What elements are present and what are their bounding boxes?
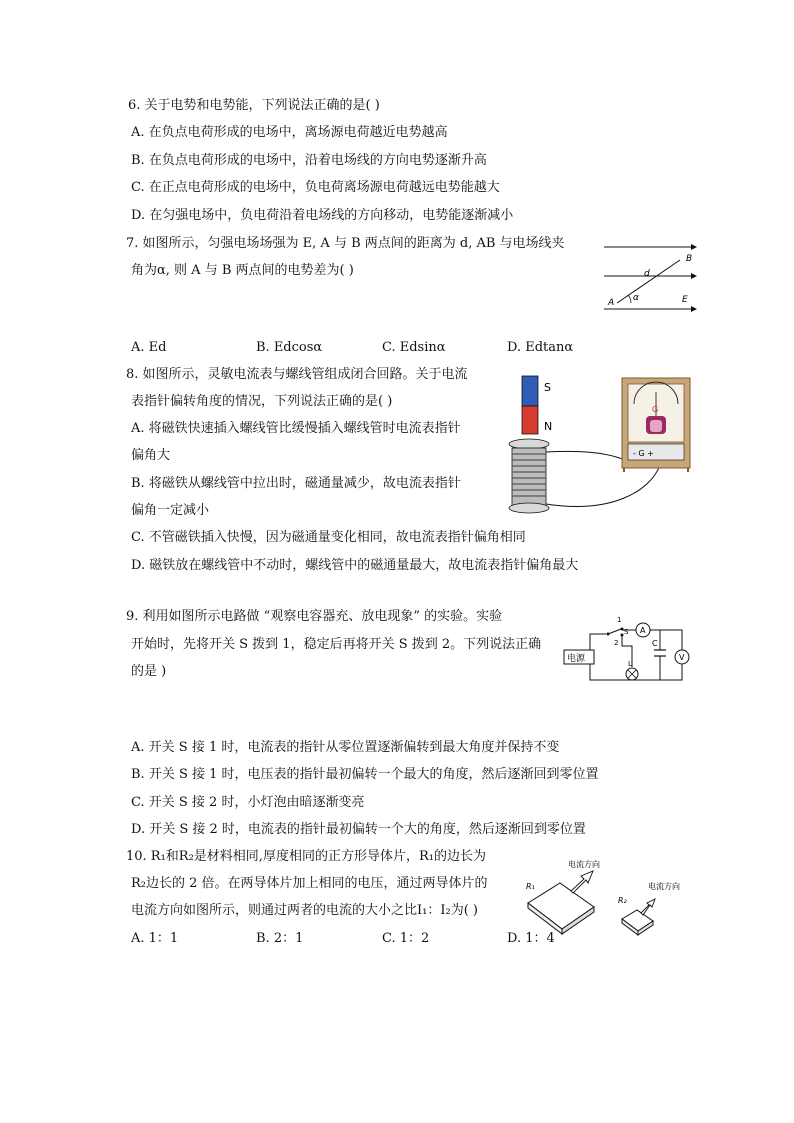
q6-option-b: B. 在负点电荷形成的电场中，沿着电场线的方向电势逐渐升高	[131, 153, 487, 168]
q8-label-s: S	[544, 381, 551, 394]
q7-segment-ab	[617, 260, 680, 303]
q9-wire-right-bottom	[652, 664, 682, 680]
q7-label-a: A	[608, 298, 615, 308]
q7-option-a: A. Ed	[131, 340, 167, 355]
q9-option-a: A. 开关 S 接 1 时，电流表的指针从零位置逐渐偏转到最大角度并保持不变	[131, 740, 560, 755]
q10-stem-line1: 10. R₁和R₂是材料相同,厚度相同的正方形导体片，R₁的边长为	[126, 849, 486, 864]
q7-field-figure	[600, 240, 700, 316]
q10-arrow-r2	[641, 899, 655, 915]
q10-option-d: D. 1：4	[507, 931, 555, 946]
q8-option-b: B. 将磁铁从螺线管中拉出时，磁通量减少，故电流表指针	[131, 476, 461, 491]
q6-option-a: A. 在负点电荷形成的电场中，离场源电荷越近电势越高	[131, 125, 448, 140]
q6-stem: 6. 关于电势和电势能，下列说法正确的是( )	[128, 98, 380, 113]
q8-option-a: A. 将磁铁快速插入螺线管比缓慢插入螺线管时电流表指针	[131, 421, 461, 436]
q10-conductor-figure	[522, 855, 694, 950]
q8-galvanometer-figure	[500, 372, 700, 517]
q10-current-dir-1: 电流方向	[568, 860, 600, 869]
q9-label-1: 1	[617, 616, 622, 624]
q9-option-c: C. 开关 S 接 2 时，小灯泡由暗逐渐变亮	[131, 795, 365, 810]
q7-option-d: D. Edtanα	[507, 340, 574, 355]
q6-option-c: C. 在正点电荷形成的电场中，负电荷离场源电荷越远电势能越大	[131, 180, 500, 195]
q8-line-1: 8. 如图所示，灵敏电流表与螺线管组成闭合回路。关于电流	[126, 367, 468, 382]
q9-wire-left-bottom	[590, 664, 652, 680]
q7-option-b: B. Edcosα	[256, 340, 323, 355]
q7-label-d: d	[644, 269, 650, 279]
q9-label-2: 2	[614, 639, 619, 647]
q8-wire-bottom	[546, 465, 660, 506]
q8-wire-top	[546, 451, 634, 465]
q10-arrow-r1	[571, 871, 593, 893]
q10-option-a: A. 1：1	[131, 931, 179, 946]
q7-label-alpha: α	[633, 293, 639, 303]
q6-option-d: D. 在匀强电场中，负电荷沿着电场线的方向移动，电势能逐渐减小	[131, 208, 514, 223]
q7-label-e: E	[682, 295, 688, 305]
q8-option-c: C. 不管磁铁插入快慢，因为磁通量变化相同，故电流表指针偏角相同	[131, 530, 526, 545]
q8-option-a-cont: 偏角大	[131, 448, 171, 463]
q8-galvanometer	[622, 378, 690, 472]
q7-label-b: B	[686, 254, 693, 264]
q7-angle-arc	[628, 295, 631, 303]
q8-label-g: G	[652, 405, 659, 414]
q9-stem-line1: 9. 利用如图所示电路做 “观察电容器充、放电现象” 的实验。实验	[126, 609, 503, 624]
q9-option-b: B. 开关 S 接 1 时，电压表的指针最初偏转一个最大的角度，然后逐渐回到零位置	[131, 767, 599, 782]
q9-label-ammeter: A	[640, 626, 646, 635]
q9-label-l: L	[628, 660, 632, 668]
q10-option-b: B. 2：1	[256, 931, 304, 946]
q9-switch-blade	[608, 629, 621, 634]
q8-solenoid	[509, 439, 549, 513]
q9-option-d: D. 开关 S 接 2 时，电流表的指针最初偏转一个大的角度，然后逐渐回到零位置	[131, 822, 586, 837]
q10-option-c: C. 1：2	[382, 931, 430, 946]
q8-magnet-north	[522, 406, 538, 434]
q8-label-n: N	[544, 420, 553, 433]
q8-line-2: 表指针偏转角度的情况，下列说法正确的是( )	[131, 394, 393, 409]
q8-magnet-south	[522, 376, 538, 406]
q10-stem-line3: 电流方向如图所示，则通过两者的电流的大小之比I₁：I₂为( )	[131, 903, 478, 918]
q10-stem-line2: R₂边长的 2 倍。在两导体片加上相同的电压，通过两导体片的	[131, 876, 488, 891]
q9-label-source: 电源	[567, 654, 586, 664]
q9-label-voltmeter: V	[679, 653, 685, 662]
q9-stem-line3: 的是 )	[131, 664, 167, 679]
q10-plate-r1	[528, 883, 594, 934]
q7-stem-line1: 7. 如图所示，匀强电场场强为 E, A 与 B 两点间的距离为 d, AB 与电场线夹	[126, 236, 565, 251]
q7-option-c: C. Edsinα	[382, 340, 446, 355]
q9-stem-line2: 开始时，先将开关 S 拨到 1，稳定后再将开关 S 拨到 2。下列说法正确	[131, 637, 542, 652]
q9-label-c: C	[652, 639, 658, 648]
q10-current-dir-2: 电流方向	[648, 882, 680, 891]
q10-label-r2: R₂	[618, 896, 627, 905]
q8-option-d: D. 磁铁放在螺线管中不动时，螺线管中的磁通量最大，故电流表指针偏角最大	[131, 558, 579, 573]
q8-terminals: - G +	[633, 449, 654, 458]
q9-label-s: S	[624, 628, 629, 636]
q10-label-r1: R₁	[526, 882, 535, 891]
q9-wire-left	[590, 634, 598, 650]
q8-option-b-cont: 偏角一定减小	[131, 503, 210, 518]
q10-plate-r2	[622, 910, 653, 935]
q9-circuit-figure	[560, 612, 690, 692]
q7-stem-line2: 角为α, 则 A 与 B 两点间的电势差为( )	[131, 263, 354, 278]
